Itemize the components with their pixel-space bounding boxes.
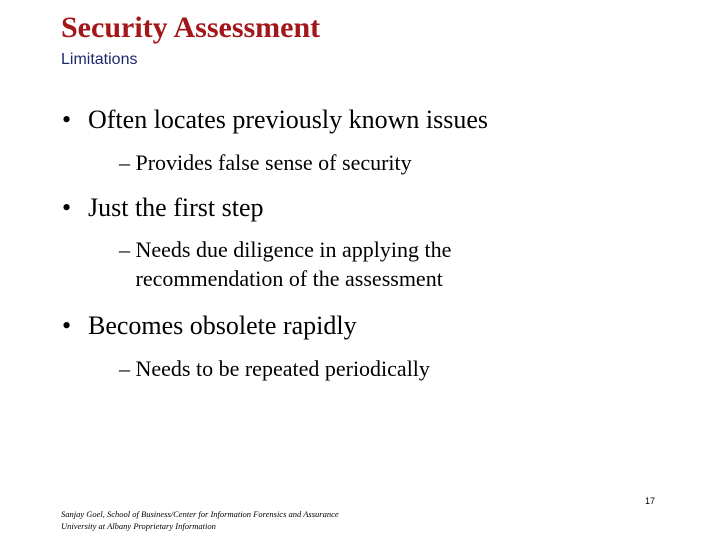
slide-title: Security Assessment — [61, 11, 321, 44]
bullet-item — [62, 310, 357, 342]
bullet-text: Becomes obsolete rapidly — [88, 311, 357, 340]
bullet-item — [62, 104, 488, 136]
sub-bullet-item — [119, 235, 451, 293]
sub-bullet-text: Needs to be repeated periodically — [135, 356, 430, 381]
bullet-item — [62, 192, 264, 224]
sub-bullet-item — [119, 354, 430, 383]
sub-bullet-text: Provides false sense of security — [135, 150, 412, 175]
sub-bullet-marker: – — [119, 237, 130, 262]
slide-subtitle: Limitations — [61, 51, 138, 68]
footer — [61, 508, 339, 532]
sub-bullet-marker: – — [119, 150, 130, 175]
sub-bullet-item — [119, 148, 412, 177]
sub-bullet-text-continued: recommendation of the assessment — [135, 266, 443, 291]
sub-bullet-marker: – — [119, 356, 130, 381]
bullet-marker: • — [62, 311, 72, 340]
sub-bullet-text: Needs due diligence in applying the — [135, 237, 452, 262]
footer-line-1: Sanjay Goel, School of Business/Center for Information Forensics and Assurance — [61, 509, 339, 519]
footer-line-2: University at Albany Proprietary Information — [61, 521, 216, 531]
bullet-text: Often locates previously known issues — [88, 105, 489, 134]
bullet-text: Just the first step — [88, 193, 264, 222]
page-number: 17 — [645, 496, 656, 506]
bullet-marker: • — [62, 193, 72, 222]
bullet-marker: • — [62, 105, 72, 134]
